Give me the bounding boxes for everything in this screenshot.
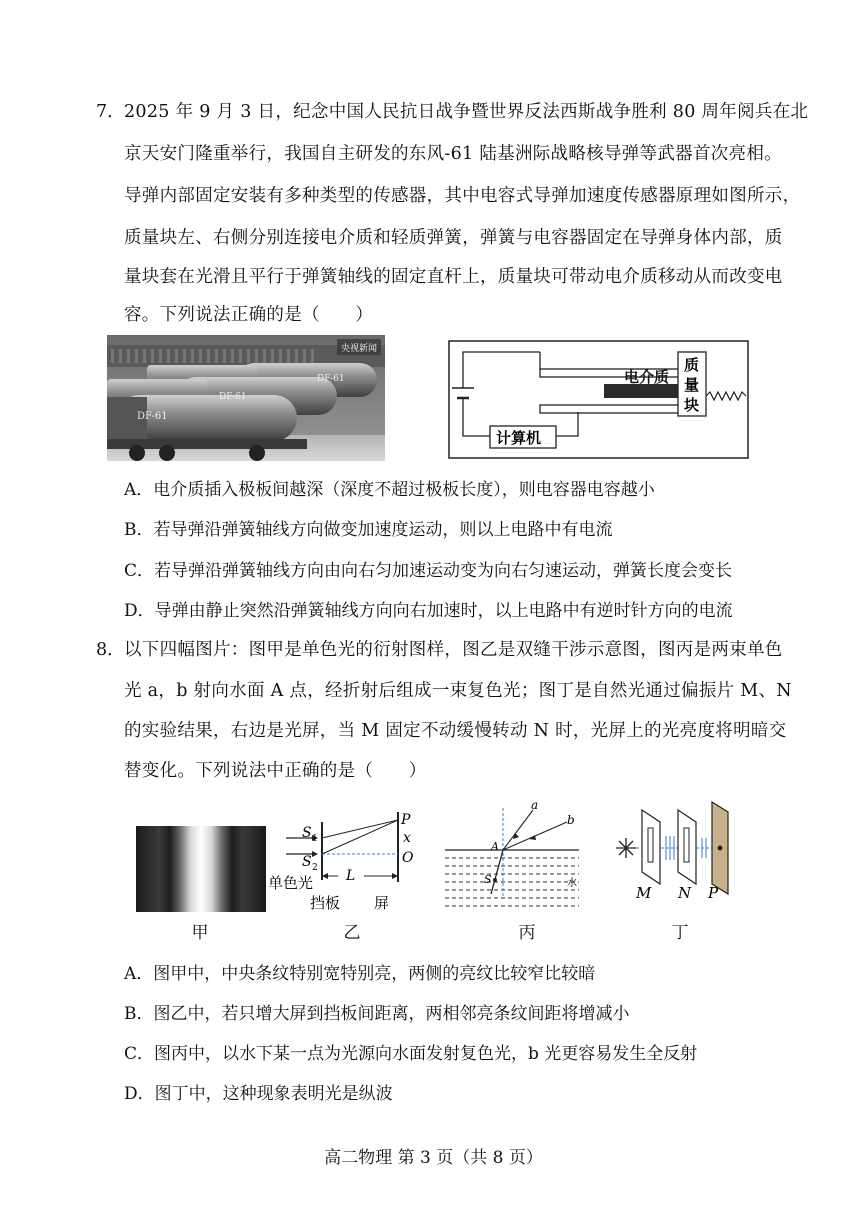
- mass-label-3: 块: [684, 396, 700, 414]
- caption-jia: 甲: [191, 923, 209, 943]
- q7-text-line-6: 容。下列说法正确的是（ ）: [124, 305, 374, 325]
- q7-text-line-2: 京天安门隆重举行，我国自主研发的东风-61 陆基洲际战略核导弹等武器首次亮相。: [124, 144, 782, 164]
- missile-label-1: DF-61: [317, 374, 345, 384]
- photo-watermark: 央视新闻: [341, 344, 378, 354]
- yi-label-s2: S: [302, 854, 312, 870]
- yi-label-baffle: 挡板: [310, 894, 341, 912]
- ding-label-m: M: [636, 884, 652, 902]
- q7-text-line-3: 导弹内部固定安装有多种类型的传感器，其中电容式导弹加速度传感器原理如图所示，: [124, 186, 801, 206]
- q7-option-b: B．若导弹沿弹簧轴线方向做变加速度运动，则以上电路中有电流: [124, 520, 613, 540]
- q7-text-line-4: 质量块左、右侧分别连接电介质和轻质弹簧，弹簧与电容器固定在导弹身体内部，质: [124, 228, 783, 248]
- ding-label-p: P: [708, 884, 719, 902]
- bing-label-b: b: [567, 813, 575, 827]
- bing-label-a: a: [531, 800, 539, 812]
- ding-label-n: N: [678, 884, 692, 902]
- bing-label-S: S: [484, 873, 492, 886]
- computer-label: 计算机: [496, 429, 542, 447]
- q7-text-line-1: 2025 年 9 月 3 日，纪念中国人民抗日战争暨世界反法西斯战争胜利 80 周年阅兵在北: [124, 102, 809, 122]
- yi-label-s2-sub: 2: [312, 863, 318, 873]
- q8-option-b: B．图乙中，若只增大屏到挡板间距离，两相邻亮条纹间距将增减小: [124, 1004, 630, 1024]
- caption-bing: 丙: [518, 923, 536, 943]
- missile-parade-photo: [107, 335, 385, 461]
- mass-label-1: 质: [684, 356, 700, 374]
- figure-yi-double-slit: [268, 808, 428, 914]
- mass-label-2: 量: [684, 376, 700, 394]
- caption-ding: 丁: [671, 923, 689, 943]
- yi-label-screen: 屏: [374, 894, 390, 912]
- q8-option-a: A．图甲中，中央条纹特别宽特别亮，两侧的亮纹比较窄比较暗: [124, 964, 596, 984]
- q7-text-line-5: 量块套在光滑且平行于弹簧轴线的固定直杆上，质量块可带动电介质移动从而改变电: [124, 267, 783, 287]
- bing-label-A: A: [491, 840, 499, 853]
- missile-label-2: DF-61: [219, 392, 247, 402]
- q8-text-line-2: 光 a，b 射向水面 A 点，经折射后组成一束复色光；图丁是自然光通过偏振片 M、N: [124, 681, 792, 701]
- figure-ding-polarizers: [612, 798, 742, 914]
- q8-text-line-4: 替变化。下列说法中正确的是（ ）: [124, 761, 427, 781]
- page-footer: 高二物理 第 3 页（共 8 页）: [324, 1148, 543, 1168]
- yi-label-p: P: [401, 812, 411, 828]
- yi-label-o: O: [402, 850, 414, 866]
- figure-bing-refraction: [443, 800, 583, 914]
- missile-label-3: DF-61: [137, 411, 168, 422]
- bing-label-water: 水: [567, 878, 577, 889]
- q8-number: 8．: [96, 640, 125, 660]
- yi-label-s1: S: [302, 825, 312, 841]
- q8-text-line-3: 的实验结果，右边是光屏，当 M 固定不动缓慢转动 N 时，光屏上的光亮度将明暗交: [124, 721, 787, 741]
- q7-number: 7．: [96, 102, 125, 122]
- yi-label-mono: 单色光: [268, 874, 314, 892]
- yi-label-s1-sub: 1: [312, 834, 318, 844]
- q8-option-d: D．图丁中，这种现象表明光是纵波: [124, 1084, 393, 1104]
- yi-label-x: x: [403, 830, 411, 846]
- dielectric-label: 电介质: [624, 368, 670, 386]
- caption-yi: 乙: [343, 923, 361, 943]
- q7-option-a: A．电介质插入极板间越深（深度不超过极板长度），则电容器电容越小: [124, 480, 655, 500]
- q7-option-d: D．导弹由静止突然沿弹簧轴线方向向右加速时，以上电路中有逆时针方向的电流: [124, 601, 733, 621]
- figure-jia-diffraction: [136, 826, 266, 912]
- q8-option-c: C．图丙中，以水下某一点为光源向水面发射复色光，b 光更容易发生全反射: [124, 1044, 698, 1064]
- q8-text-line-1: 以下四幅图片：图甲是单色光的衍射图样，图乙是双缝干涉示意图，图丙是两束单色: [124, 640, 783, 660]
- yi-label-l: L: [346, 868, 356, 884]
- capacitor-sensor-diagram: [448, 340, 750, 460]
- q7-option-c: C．若导弹沿弹簧轴线方向由向右匀加速运动变为向右匀速运动，弹簧长度会变长: [124, 561, 733, 581]
